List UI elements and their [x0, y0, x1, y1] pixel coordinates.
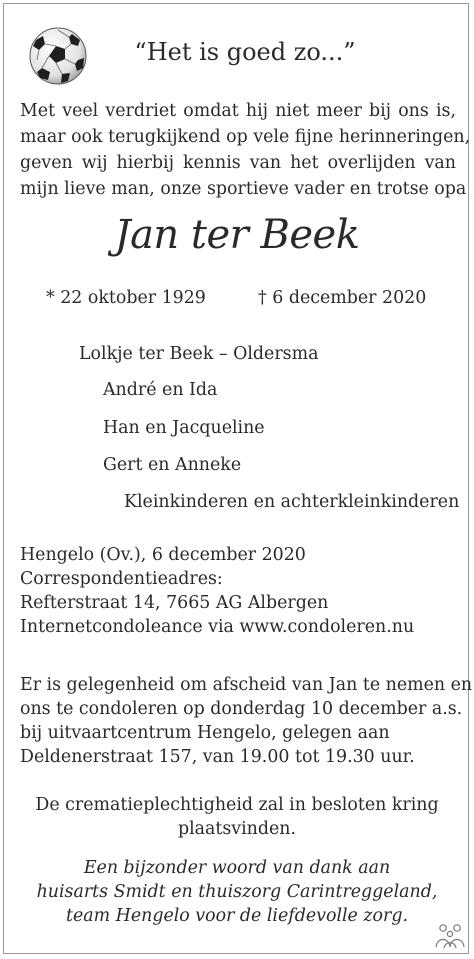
intro-paragraph — [20, 98, 471, 202]
intro-line: maar ook terugkijkend op vele fijne herinneringen, — [20, 127, 471, 147]
thanks-line: huisarts Smidt en thuiszorg Carintreggeland, — [36, 882, 438, 902]
online-condolence: Internetcondoleance via www.condoleren.nu — [20, 617, 415, 637]
motto-quote: “Het is goed zo...” — [134, 38, 356, 66]
place-date: Hengelo (Ov.), 6 december 2020 — [20, 545, 306, 565]
birth-date: * 22 oktober 1929 — [46, 288, 206, 308]
cremation-paragraph — [0, 793, 474, 841]
family-child: Han en Jacqueline — [103, 418, 265, 438]
address-block — [20, 543, 414, 639]
farewell-line: ons te condoleren op donderdag 10 december a.s. — [20, 699, 463, 719]
family-child: André en Ida — [103, 380, 218, 400]
soccer-ball-icon — [28, 26, 88, 86]
thanks-line: Een bijzonder woord van dank aan — [83, 858, 391, 878]
family-grandchildren: Kleinkinderen en achterkleinkinderen — [124, 492, 460, 512]
correspondence-label: Correspondentieadres: — [20, 569, 223, 589]
farewell-line: Er is gelegenheid om afscheid van Jan te nemen en — [20, 675, 473, 695]
farewell-paragraph — [20, 673, 472, 769]
thanks-line: team Hengelo voor de liefdevolle zorg. — [66, 906, 408, 926]
intro-line: Met veel verdriet omdat hij niet meer bij ons is, — [20, 101, 456, 121]
intro-line: mijn lieve man, onze sportieve vader en trotse opa — [20, 179, 467, 199]
cremation-line: De crematieplechtigheid zal in besloten kring — [35, 795, 439, 815]
thanks-paragraph — [0, 856, 474, 928]
family-spouse: Lolkje ter Beek – Oldersma — [79, 344, 319, 364]
death-date: † 6 december 2020 — [258, 288, 427, 308]
cremation-line: plaatsvinden. — [177, 819, 297, 839]
family-child: Gert en Anneke — [103, 455, 242, 475]
intro-line: geven wij hierbij kennis van het overlijden van — [20, 153, 456, 173]
correspondence-address: Refterstraat 14, 7665 AG Albergen — [20, 593, 329, 613]
family-logo-icon — [432, 921, 468, 951]
farewell-line: bij uitvaartcentrum Hengelo, gelegen aan — [20, 723, 390, 743]
deceased-name: Jan ter Beek — [114, 212, 360, 258]
farewell-line: Deldenerstraat 157, van 19.00 tot 19.30 uur. — [20, 747, 415, 767]
